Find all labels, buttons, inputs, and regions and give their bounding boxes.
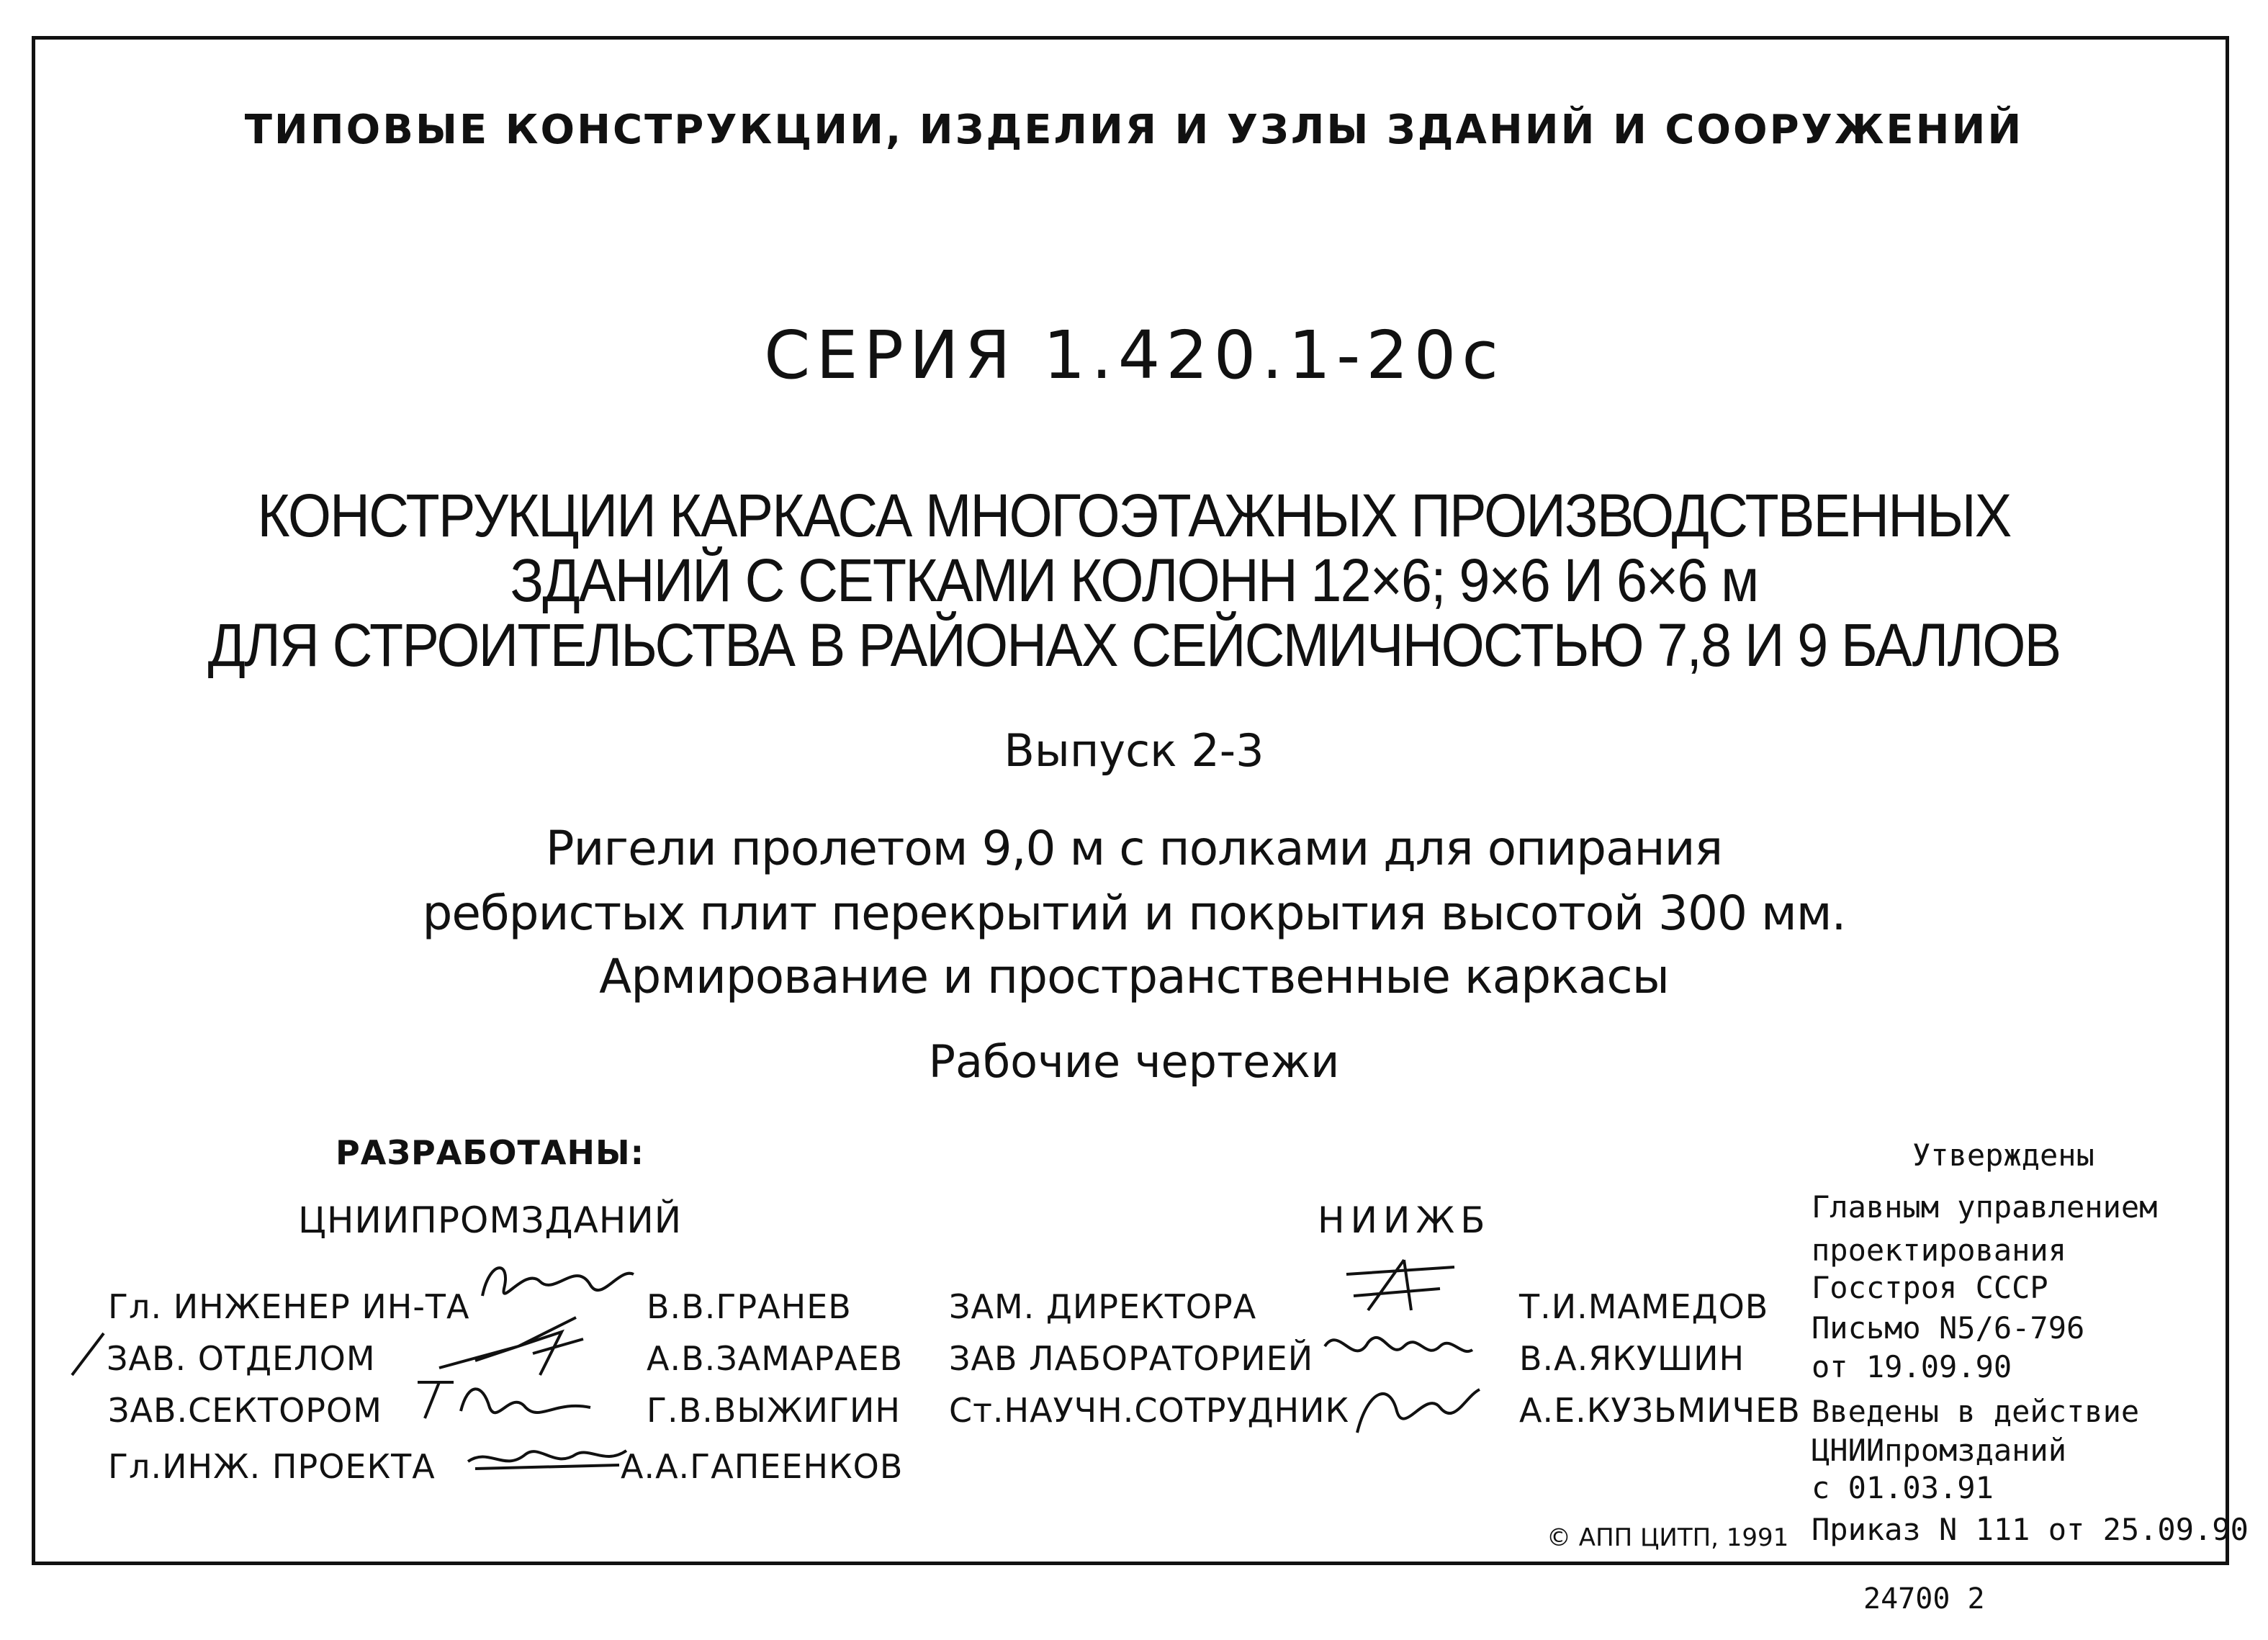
sheet-number: 24700 2 — [1863, 1582, 1985, 1616]
role-lab-head: ЗАВ ЛАБОРАТОРИЕЙ — [949, 1339, 1314, 1378]
role-dept-head: ЗАВ. ОТДЕЛОМ — [107, 1339, 376, 1378]
series-title: СЕРИЯ 1.420.1-20с — [764, 317, 1504, 394]
copyright: © АПП ЦИТП, 1991 — [1547, 1523, 1789, 1552]
approved-line-1: Главным управлением — [1812, 1189, 2158, 1225]
signature-kuzmichev — [1346, 1375, 1483, 1440]
role-deputy-director: ЗАМ. ДИРЕКТОРА — [949, 1287, 1257, 1326]
enacted-date: с 01.03.91 — [1812, 1470, 1994, 1505]
name-gapeenkov: А.А.ГАПЕЕНКОВ — [621, 1447, 904, 1486]
title-line-1: КОНСТРУКЦИИ КАРКАСА МНОГОЭТАЖНЫХ ПРОИЗВОДСТВЕННЫХ — [257, 482, 2011, 549]
name-zamaraev: А.В.ЗАМАРАЕВ — [647, 1339, 904, 1378]
name-vyzhigin: Г.В.ВЫЖИГИН — [647, 1391, 901, 1430]
role-sector-head: ЗАВ.СЕКТОРОМ — [108, 1391, 382, 1430]
name-granev: В.В.ГРАНЕВ — [647, 1287, 852, 1326]
role-senior-researcher: Ст.НАУЧН.СОТРУДНИК — [949, 1391, 1350, 1430]
signature-vyzhigin — [410, 1368, 598, 1433]
approved-line-2: проектирования — [1812, 1233, 2067, 1268]
developed-label: РАЗРАБОТАНЫ: — [336, 1133, 645, 1172]
role-project-engineer: Гл.ИНЖ. ПРОЕКТА — [108, 1447, 436, 1486]
name-mamedov: Т.И.МАМЕДОВ — [1519, 1287, 1769, 1326]
name-yakushin: В.А.ЯКУШИН — [1519, 1339, 1745, 1378]
header-title: ТИПОВЫЕ КОНСТРУКЦИИ, ИЗДЕЛИЯ И УЗЛЫ ЗДАНИЙ И СООРУЖЕНИЙ — [244, 107, 2024, 153]
title-line-3: ДЛЯ СТРОИТЕЛЬСТВА В РАЙОНАХ СЕЙСМИЧНОСТЬЮ 7,8 И 9 БАЛЛОВ — [207, 611, 2061, 679]
signature-granev — [468, 1253, 641, 1317]
signature-gapeenkov — [461, 1436, 634, 1479]
enacted-line-1: Введены в действие — [1812, 1394, 2140, 1429]
signature-mamedov — [1325, 1245, 1469, 1325]
approved-date: от 19.09.90 — [1812, 1349, 2012, 1384]
name-kuzmichev: А.Е.КУЗЬМИЧЕВ — [1519, 1391, 1801, 1430]
document-type: Рабочие чертежи — [928, 1035, 1340, 1088]
subtitle-line-3: Армирование и пространственные каркасы — [599, 949, 1669, 1004]
role-chief-engineer: Гл. ИНЖЕНЕР ИН-ТА — [108, 1287, 470, 1326]
title-line-2: ЗДАНИЙ С СЕТКАМИ КОЛОНН 12×6; 9×6 И 6×6 м — [510, 546, 1758, 614]
enacted-line-2: ЦНИИпромзданий — [1812, 1433, 2067, 1468]
approved-label: Утверждены — [1912, 1137, 2094, 1173]
signature-yakushin — [1318, 1317, 1476, 1375]
approved-line-3: Госстроя СССР — [1812, 1270, 2048, 1305]
subtitle-line-2: ребристых плит перекрытий и покрытия высотой 300 мм. — [422, 886, 1846, 941]
subtitle-line-1: Ригели пролетом 9,0 м с полками для опирания — [545, 821, 1723, 876]
org-niizhb: НИИЖБ — [1318, 1199, 1491, 1241]
issue-number: Выпуск 2-3 — [1004, 724, 1264, 777]
enacted-order: Приказ N 111 от 25.09.90 — [1812, 1512, 2249, 1547]
org-tsniipromzdaniy: ЦНИИПРОМЗДАНИЙ — [298, 1199, 683, 1241]
approved-letter: Письмо N5/6-796 — [1812, 1310, 2085, 1346]
tick-mark — [66, 1329, 109, 1379]
